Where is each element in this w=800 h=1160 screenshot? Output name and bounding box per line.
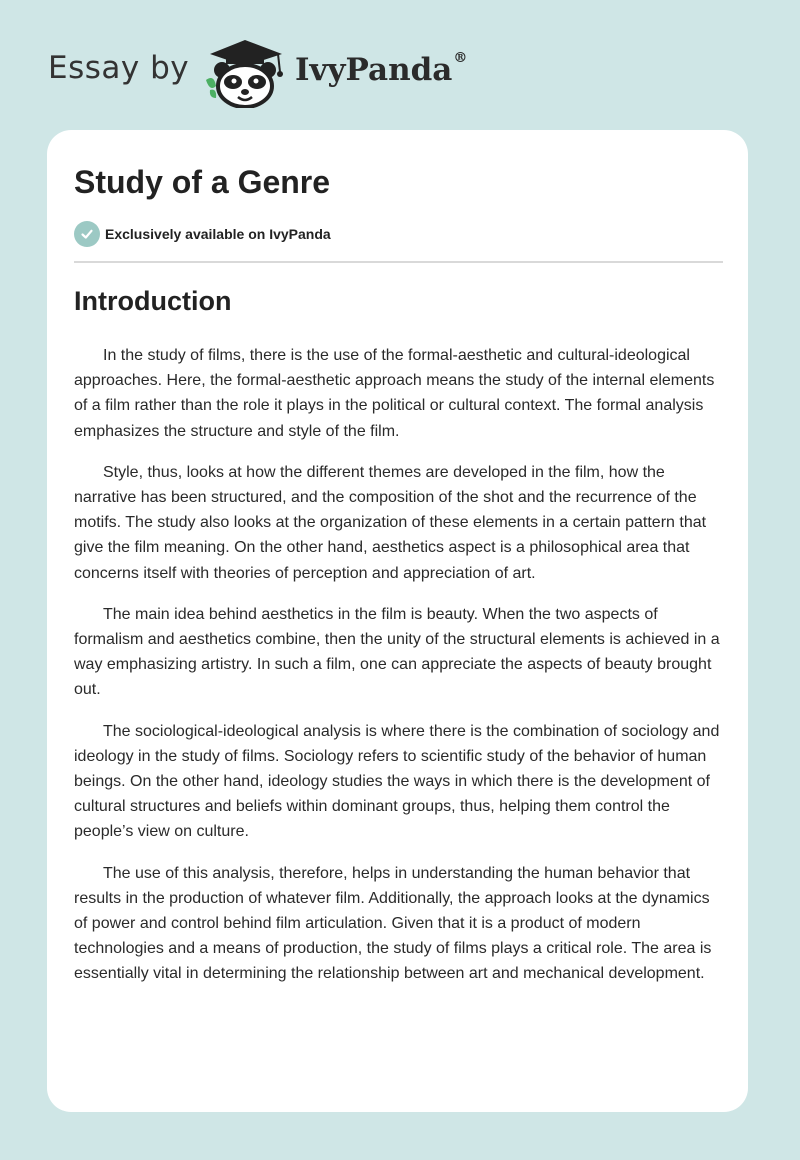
site-header	[0, 0, 800, 130]
paragraph: Style, thus, looks at how the different themes are developed in the film, how the narrative has been structured, and the composition of the shot and the recurrence of the motifs. The study also looks at the organization of these elements in a certain pattern that give the film meaning. On the other hand, aesthetics aspect is a philosophical area that concerns itself with theories of perception and appreciation of art.	[74, 463, 707, 582]
check-icon	[74, 221, 100, 247]
essay-by-label: Essay by	[48, 50, 190, 86]
exclusive-badge-text: Exclusively available on IvyPanda	[105, 226, 331, 242]
exclusive-badge	[74, 221, 331, 247]
paragraph: The sociological-ideological analysis is where there is the combination of sociology and ideology in the study of films. Sociology refers to scientific study of the behavior of human beings. On the other hand, ideology studies the ways in which there is the development of cultural structures and beliefs within dominant groups, thus, helping them control the people’s view on culture.	[74, 722, 720, 841]
brand-name[interactable]	[295, 52, 467, 88]
essay-card	[47, 130, 748, 1112]
paragraph: In the study of films, there is the use of the formal-aesthetic and cultural-ideological approaches. Here, the formal-aesthetic approach means the study of the internal elements of a film rather than the role it plays in the political or cultural context. The formal analysis emphasizes the structure and style of the film.	[74, 347, 715, 440]
panda-graduate-logo-icon[interactable]	[200, 36, 295, 108]
paragraph: The use of this analysis, therefore, helps in understanding the human behavior that results in the production of whatever film. Additionally, the approach looks at the dynamics of power and control behind film articulation. Given that it is a product of modern technologies and a means of production, the study of films plays a critical role. The area is essentially vital in determining the relationship between art and mechanical development.	[74, 864, 712, 983]
essay-body	[74, 343, 726, 1003]
section-heading: Introduction	[74, 286, 232, 316]
brand-name-text: IvyPanda	[295, 52, 453, 88]
page-title: Study of a Genre	[74, 164, 331, 200]
title-divider	[74, 261, 723, 263]
registered-mark: ®	[453, 50, 468, 66]
paragraph: The main idea behind aesthetics in the film is beauty. When the two aspects of formalism and aesthetics combine, then the unity of the structural elements is achieved in a way emphasizing artistry. In such a film, one can appreciate the aspects of beauty brought out.	[74, 605, 720, 699]
